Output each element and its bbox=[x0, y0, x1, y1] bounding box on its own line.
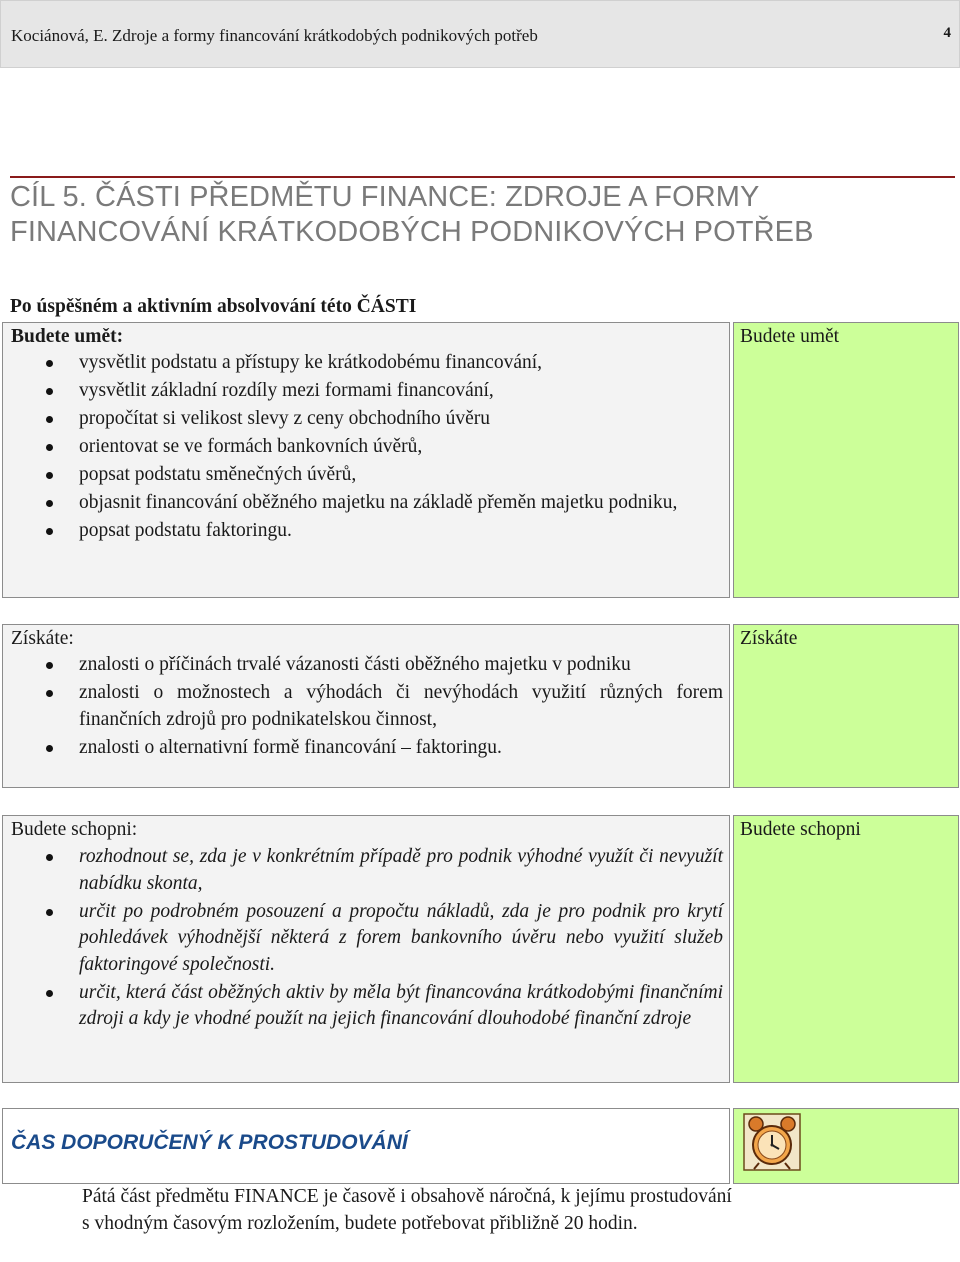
page-number: 4 bbox=[943, 25, 951, 41]
list-item: znalosti o alternativní formě financování – faktoringu. bbox=[3, 735, 727, 762]
list-item: znalosti o příčinách trvalé vázanosti části oběžného majetku v podniku bbox=[3, 652, 727, 679]
able-list bbox=[3, 844, 727, 1034]
able-heading: Budete schopni: bbox=[11, 819, 138, 840]
gain-heading: Získáte: bbox=[11, 628, 74, 649]
chapter-title bbox=[10, 180, 950, 250]
skills-box bbox=[2, 322, 730, 598]
list-item: popsat podstatu faktoringu. bbox=[3, 518, 727, 545]
list-item: znalosti o možnostech a výhodách či nevýhodách využití různých forem finančních zdrojů pro podnikatelskou činnost, bbox=[3, 680, 727, 733]
skills-list bbox=[3, 350, 727, 546]
able-box bbox=[2, 815, 730, 1083]
study-time-text: Pátá část předmětu FINANCE je časově i obsahově náročná, k jejímu prostudování s vhodným časovým rozložením, budete potřebovat přibližně 20 hodin. bbox=[82, 1186, 732, 1234]
chapter-title-line-2: FINANCOVÁNÍ KRÁTKODOBÝCH PODNIKOVÝCH POTŘEB bbox=[10, 216, 814, 248]
skills-side-label: Budete umět bbox=[733, 322, 959, 598]
gain-list bbox=[3, 652, 727, 763]
list-item: popsat podstatu směnečných úvěrů, bbox=[3, 462, 727, 489]
skills-heading: Budete umět: bbox=[11, 326, 124, 347]
running-header bbox=[0, 0, 960, 68]
alarm-clock-icon bbox=[743, 1113, 801, 1171]
study-time-heading: ČAS DOPORUČENÝ K PROSTUDOVÁNÍ bbox=[11, 1131, 408, 1154]
list-item: vysvětlit podstatu a přístupy ke krátkodobému financování, bbox=[3, 350, 727, 377]
study-time-side bbox=[733, 1108, 959, 1184]
list-item: určit, která část oběžných aktiv by měla být financována krátkodobými finančními zdroji a kdy je vhodné použít na jejich financování dlouhodobé finanční zdroje bbox=[3, 980, 727, 1033]
list-item: rozhodnout se, zda je v konkrétním případě pro podnik výhodné využít či nevyužít nabídku skonta, bbox=[3, 844, 727, 897]
running-title: Kociánová, E. Zdroje a formy financování krátkodobých podnikových potřeb bbox=[11, 26, 538, 45]
able-side-label: Budete schopni bbox=[733, 815, 959, 1083]
list-item: vysvětlit základní rozdíly mezi formami financování, bbox=[3, 378, 727, 405]
intro-text: Po úspěšném a aktivním absolvování této ČÁSTI bbox=[10, 296, 417, 317]
list-item: určit po podrobném posouzení a propočtu nákladů, zda je pro podnik pro krytí pohledávek výhodnější některá z forem bankovního úvěru nebo využití služeb faktoringové společnosti. bbox=[3, 899, 727, 979]
gain-side-label: Získáte bbox=[733, 624, 959, 788]
chapter-title-line-1: CÍL 5. ČÁSTI PŘEDMĚTU FINANCE: ZDROJE A FORMY bbox=[10, 181, 760, 213]
title-rule bbox=[10, 176, 955, 178]
study-time-box bbox=[2, 1108, 730, 1184]
list-item: orientovat se ve formách bankovních úvěrů, bbox=[3, 434, 727, 461]
list-item: objasnit financování oběžného majetku na základě přeměn majetku podniku, bbox=[3, 490, 727, 517]
list-item: propočítat si velikost slevy z ceny obchodního úvěru bbox=[3, 406, 727, 433]
gain-box bbox=[2, 624, 730, 788]
